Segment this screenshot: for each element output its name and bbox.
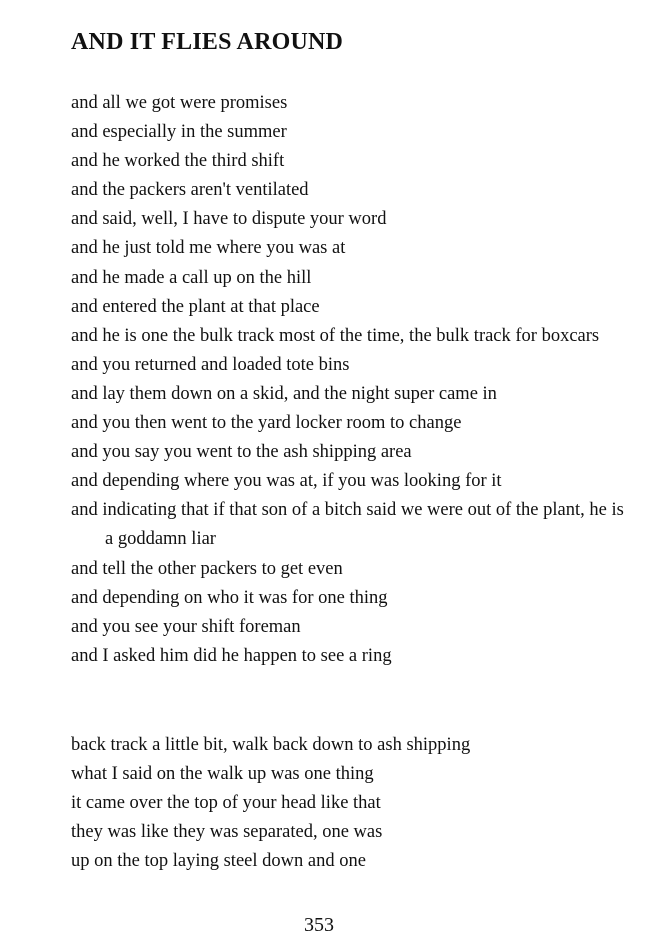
poem-line: up on the top laying steel down and one	[71, 851, 366, 872]
poem-line: it came over the top of your head like that	[71, 793, 381, 814]
poem-line: and entered the plant at that place	[71, 296, 320, 317]
poem-line: and all we got were promises	[71, 93, 288, 113]
poem-line: and you see your shift foreman	[71, 616, 301, 637]
poem-line: and depending on who it was for one thing	[71, 587, 388, 608]
poem-line: and you then went to the yard locker room to change	[71, 413, 462, 434]
stanza-2	[71, 731, 631, 876]
poem-line: and he is one the bulk track most of the time, the bulk track for boxcars	[71, 325, 600, 346]
poem-line: and you returned and loaded tote bins	[71, 354, 350, 375]
poem-title: AND IT FLIES AROUND	[71, 29, 344, 55]
poem-line: and lay them down on a skid, and the night super came in	[71, 383, 497, 404]
poem-line: and he worked the third shift	[71, 151, 285, 172]
poem-line: and you say you went to the ash shipping area	[71, 442, 412, 463]
poem-line: and the packers aren't ventilated	[71, 180, 309, 201]
poem-line: and depending where you was at, if you was looking for it	[71, 471, 502, 492]
poem-line: they was like they was separated, one was	[71, 822, 383, 843]
poem-line: and I asked him did he happen to see a ring	[71, 645, 392, 666]
stanza-1	[71, 89, 631, 671]
poem-line: and said, well, I have to dispute your word	[71, 209, 387, 230]
poem-line: what I said on the walk up was one thing	[71, 764, 374, 785]
poem-line: back track a little bit, walk back down to ash shipping	[71, 735, 471, 755]
poem-line: and indicating that if that son of a bitch said we were out of the plant, he is a goddamn liar	[71, 500, 624, 550]
poem-line: and especially in the summer	[71, 122, 287, 143]
page-number: 353	[304, 914, 334, 936]
poem-line: and tell the other packers to get even	[71, 558, 343, 579]
poem-line: and he just told me where you was at	[71, 238, 346, 259]
poem-line: and he made a call up on the hill	[71, 267, 312, 288]
